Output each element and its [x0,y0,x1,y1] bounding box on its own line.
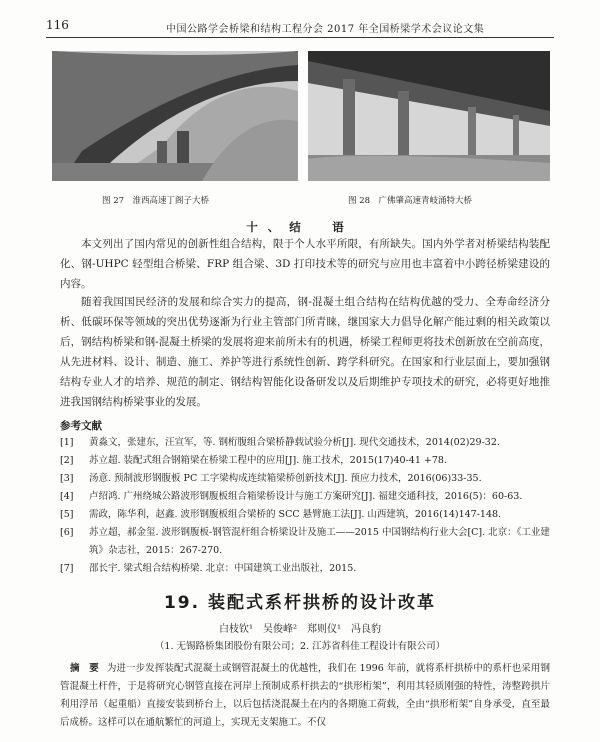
article-affiliation: （1. 无锡路桥集团股份有限公司；2. 江苏省科佳工程设计有限公司） [154,641,446,652]
article-title: 19. 装配式系杆拱桥的设计改革 [163,593,437,613]
reference-number: [2] [60,455,74,466]
references-list [60,434,550,578]
article-authors: 白枝钦¹ 吴俊峰² 郑则仪¹ 冯良豹 [218,624,382,635]
reference-text: 苏立超. 装配式组合钢箱梁在桥梁工程中的应用[J]. 施工技术，2015(17)40-41 +78. [89,455,447,466]
section-heading: 十、结 语 [246,220,354,234]
reference-number: [6] [60,527,74,538]
figure-28-caption: 图 28 广佛肇高速青岐涌特大桥 [348,196,473,206]
references-heading: 参考文献 [60,420,102,432]
reference-item [60,524,550,560]
running-title: 中国公路学会桥梁和结构工程分会 2017 年全国桥梁学术会议论文集 [166,24,485,35]
figure-27-bridge-photo [52,51,298,181]
figure-28-bridge-photo [308,51,550,181]
reference-item [60,470,550,488]
page-header [46,16,554,38]
figure-27-caption: 图 27 淮西高速丁阁子大桥 [102,196,210,206]
reference-text: 邵长宇. 梁式组合结构桥梁. 北京：中国建筑工业出版社，2015. [89,563,357,574]
reference-item [60,560,550,578]
conclusion-paragraph-2: 随着我国国民经济的发展和综合实力的提高，钢-混凝土组合结构在结构优越的受力、全寿命经济分析、低碳环保等领域的突出优势逐渐为行业主管部门所青睐，继国家大力倡导化解产能过剩的相关政策以后，钢结构桥梁和钢-混凝土桥梁的发展将迎来前所未有的机遇，桥梁工程师更将技术创新放在空前高度，从先进材料、设计、制造、施工、养护等进行系统性创新、跨学科研究。在国家和行业层面上，要加强钢结构专业人才的培养、规范的制定、钢结构智能化设备研发以及后期维护专项技术的研究，必将更好地推进我国钢结构桥梁事业的发展。 [60,296,550,408]
conclusion-paragraph-1: 本文列出了国内常见的创新性组合结构，限于个人水平所限，有所缺失。国内外学者对桥梁结构装配化、钢-UHPC 轻型组合桥梁、FRP 组合梁、3D 打印技术等的研究与应用也丰富着中小跨径桥梁建设的内容。 [60,238,550,290]
abstract-label: 摘 要 [70,663,99,674]
reference-text: 需政，陈华利，赵鑫. 波形钢腹板组合梁桥的 SCC 悬臂施工法[J]. 山西建筑，2016(14)147-148. [89,509,502,520]
article-abstract [60,660,550,732]
reference-number: [5] [60,509,74,520]
reference-item [60,506,550,524]
reference-number: [1] [60,437,74,448]
reference-number: [4] [60,491,74,502]
reference-number: [7] [60,563,74,574]
reference-item [60,434,550,452]
reference-item [60,452,550,470]
reference-text: 卢绍鸿. 广州绕城公路波形钢腹板组合箱梁桥设计与施工方案研究[J]. 福建交通科技，2016(5)：60-63. [89,491,523,502]
reference-text: 汤意. 预制波形钢腹板 PC 工字梁构成连续箱梁桥创新技术[J]. 预应力技术，2016(06)33-35. [89,473,482,484]
reference-text: 苏立超，郝金玺. 波形钢腹板-钢管混杆组合桥梁设计及施工——2015 中国钢结构行业大会[C]. 北京：《工业建筑》杂志社，2015：267-270. [89,527,550,556]
reference-number: [3] [60,473,74,484]
reference-text: 黄淼文，张建东，汪宣军，等. 钢桁腹组合梁桥静载试验分析[J]. 现代交通技术，2014(02)29-32. [89,437,500,448]
abstract-text: 为进一步发挥装配式混凝土或钢管混凝土的优越性，我们在 1996 年前，就将系杆拱桥中的系杆也采用钢管混凝土杆件，于是将研究心钢管直接在河岸上预制成系杆拱去的“拱形桁架”，利用其轻质刚强的特性，涛整跨拱片利用浮吊（起重船）直接安装到桥台上，以后包括浇混凝土在内的各期施工荷载，全由“拱形桁架”自身承受，直至最后成桥。这样可以在通航繁忙的河道上，实现无支架施工。不仅 [60,663,550,728]
page-number: 116 [46,18,69,32]
reference-item [60,488,550,506]
